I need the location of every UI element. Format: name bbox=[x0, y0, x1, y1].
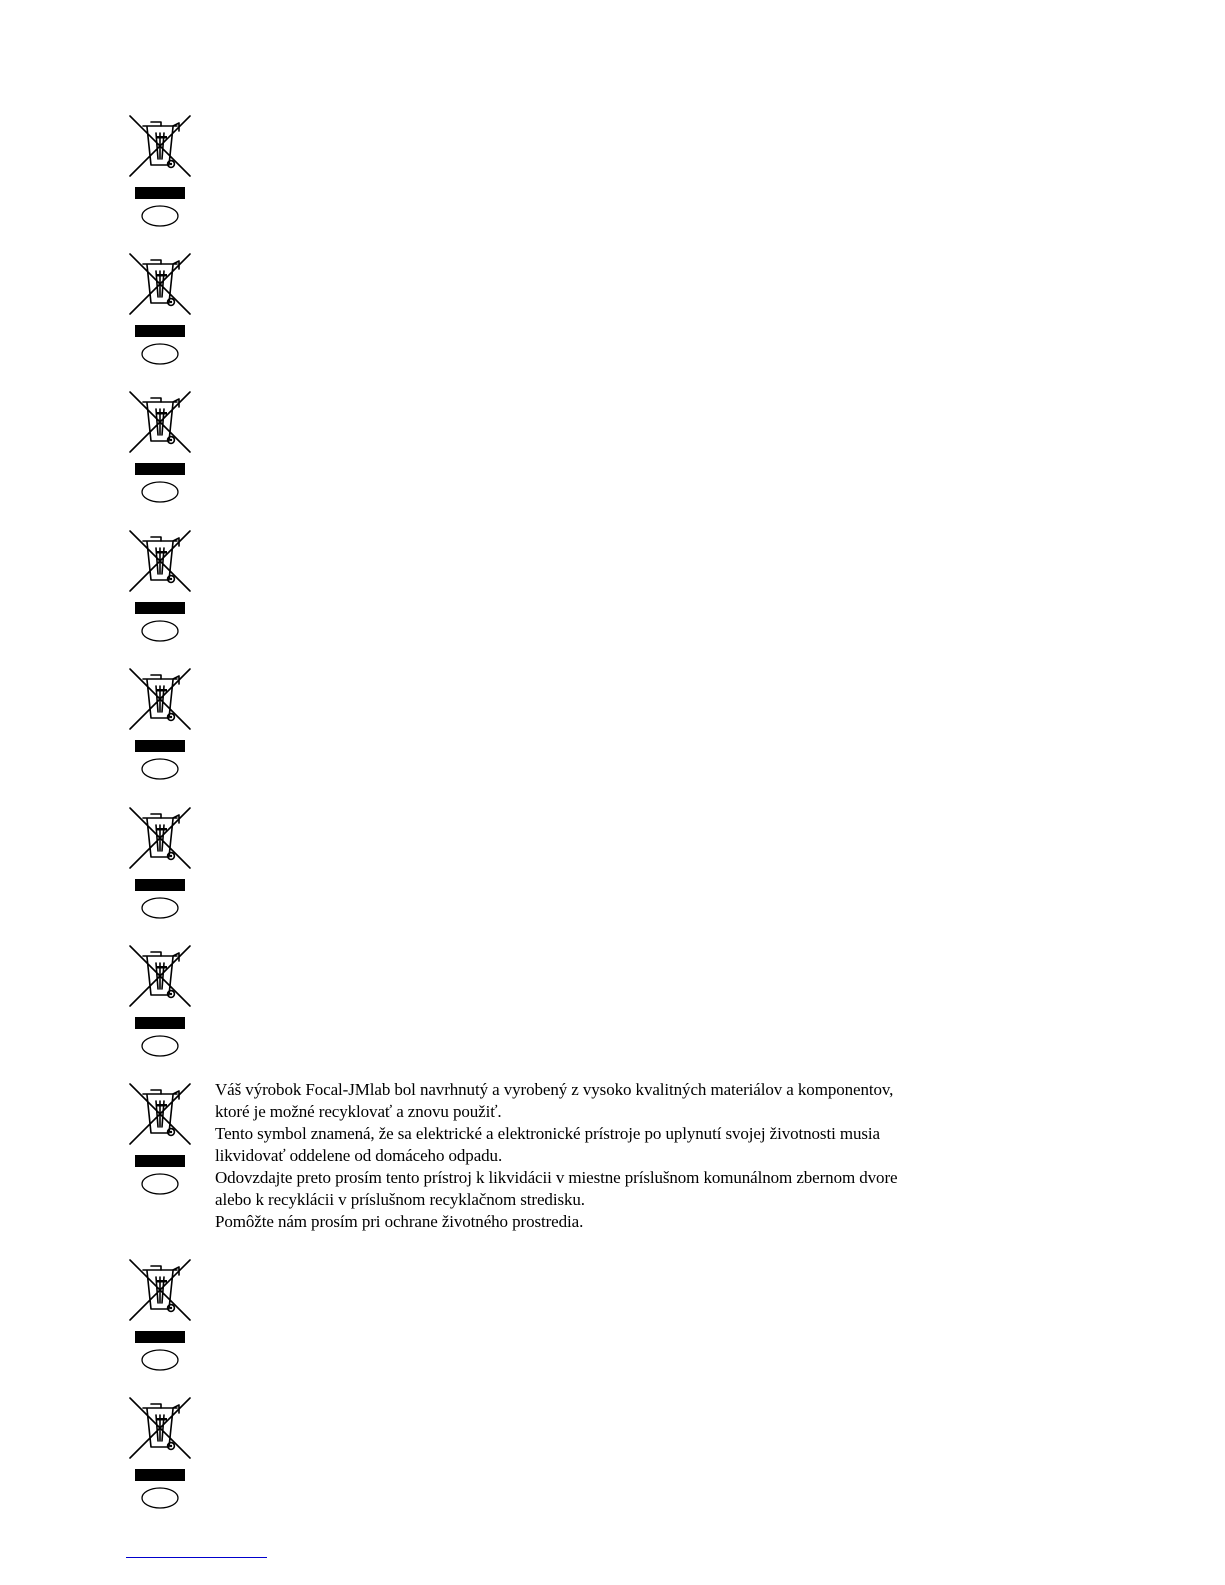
notice-line-6: alebo k recyklácii v príslušnom recyklačnom stredisku. bbox=[215, 1190, 585, 1209]
weee-symbol bbox=[127, 251, 193, 369]
weee-symbol bbox=[127, 113, 193, 231]
notice-line-3: Tento symbol znamená, že sa elektrické a elektronické prístroje po uplynutí svojej životnosti musia bbox=[215, 1124, 880, 1143]
weee-symbol bbox=[127, 1081, 193, 1199]
weee-symbol bbox=[127, 389, 193, 507]
recycle-bin-crossed-icon bbox=[127, 113, 193, 231]
disposal-notice-text bbox=[215, 1079, 1015, 1233]
recycle-bin-crossed-icon bbox=[127, 528, 193, 646]
notice-line-1: Váš výrobok Focal-JMlab bol navrhnutý a vyrobený z vysoko kvalitných materiálov a komponentov, bbox=[215, 1080, 894, 1099]
weee-symbol bbox=[127, 528, 193, 646]
recycle-bin-crossed-icon bbox=[127, 1257, 193, 1375]
notice-line-2: ktoré je možné recyklovať a znovu použiť. bbox=[215, 1102, 502, 1121]
recycle-bin-crossed-icon bbox=[127, 1081, 193, 1199]
recycle-bin-crossed-icon bbox=[127, 805, 193, 923]
weee-symbol bbox=[127, 805, 193, 923]
weee-symbol bbox=[127, 943, 193, 1061]
recycle-bin-crossed-icon bbox=[127, 251, 193, 369]
footer-rule bbox=[126, 1557, 267, 1558]
weee-symbol bbox=[127, 1257, 193, 1375]
notice-line-4: likvidovať oddelene od domáceho odpadu. bbox=[215, 1146, 503, 1165]
recycle-bin-crossed-icon bbox=[127, 943, 193, 1061]
recycle-bin-crossed-icon bbox=[127, 666, 193, 784]
notice-line-7: Pomôžte nám prosím pri ochrane životného prostredia. bbox=[215, 1212, 584, 1231]
recycle-bin-crossed-icon bbox=[127, 1395, 193, 1513]
weee-symbol bbox=[127, 1395, 193, 1513]
notice-line-5: Odovzdajte preto prosím tento prístroj k likvidácii v miestne príslušnom komunálnom zbernom dvore bbox=[215, 1168, 898, 1187]
recycle-bin-crossed-icon bbox=[127, 389, 193, 507]
weee-symbol bbox=[127, 666, 193, 784]
